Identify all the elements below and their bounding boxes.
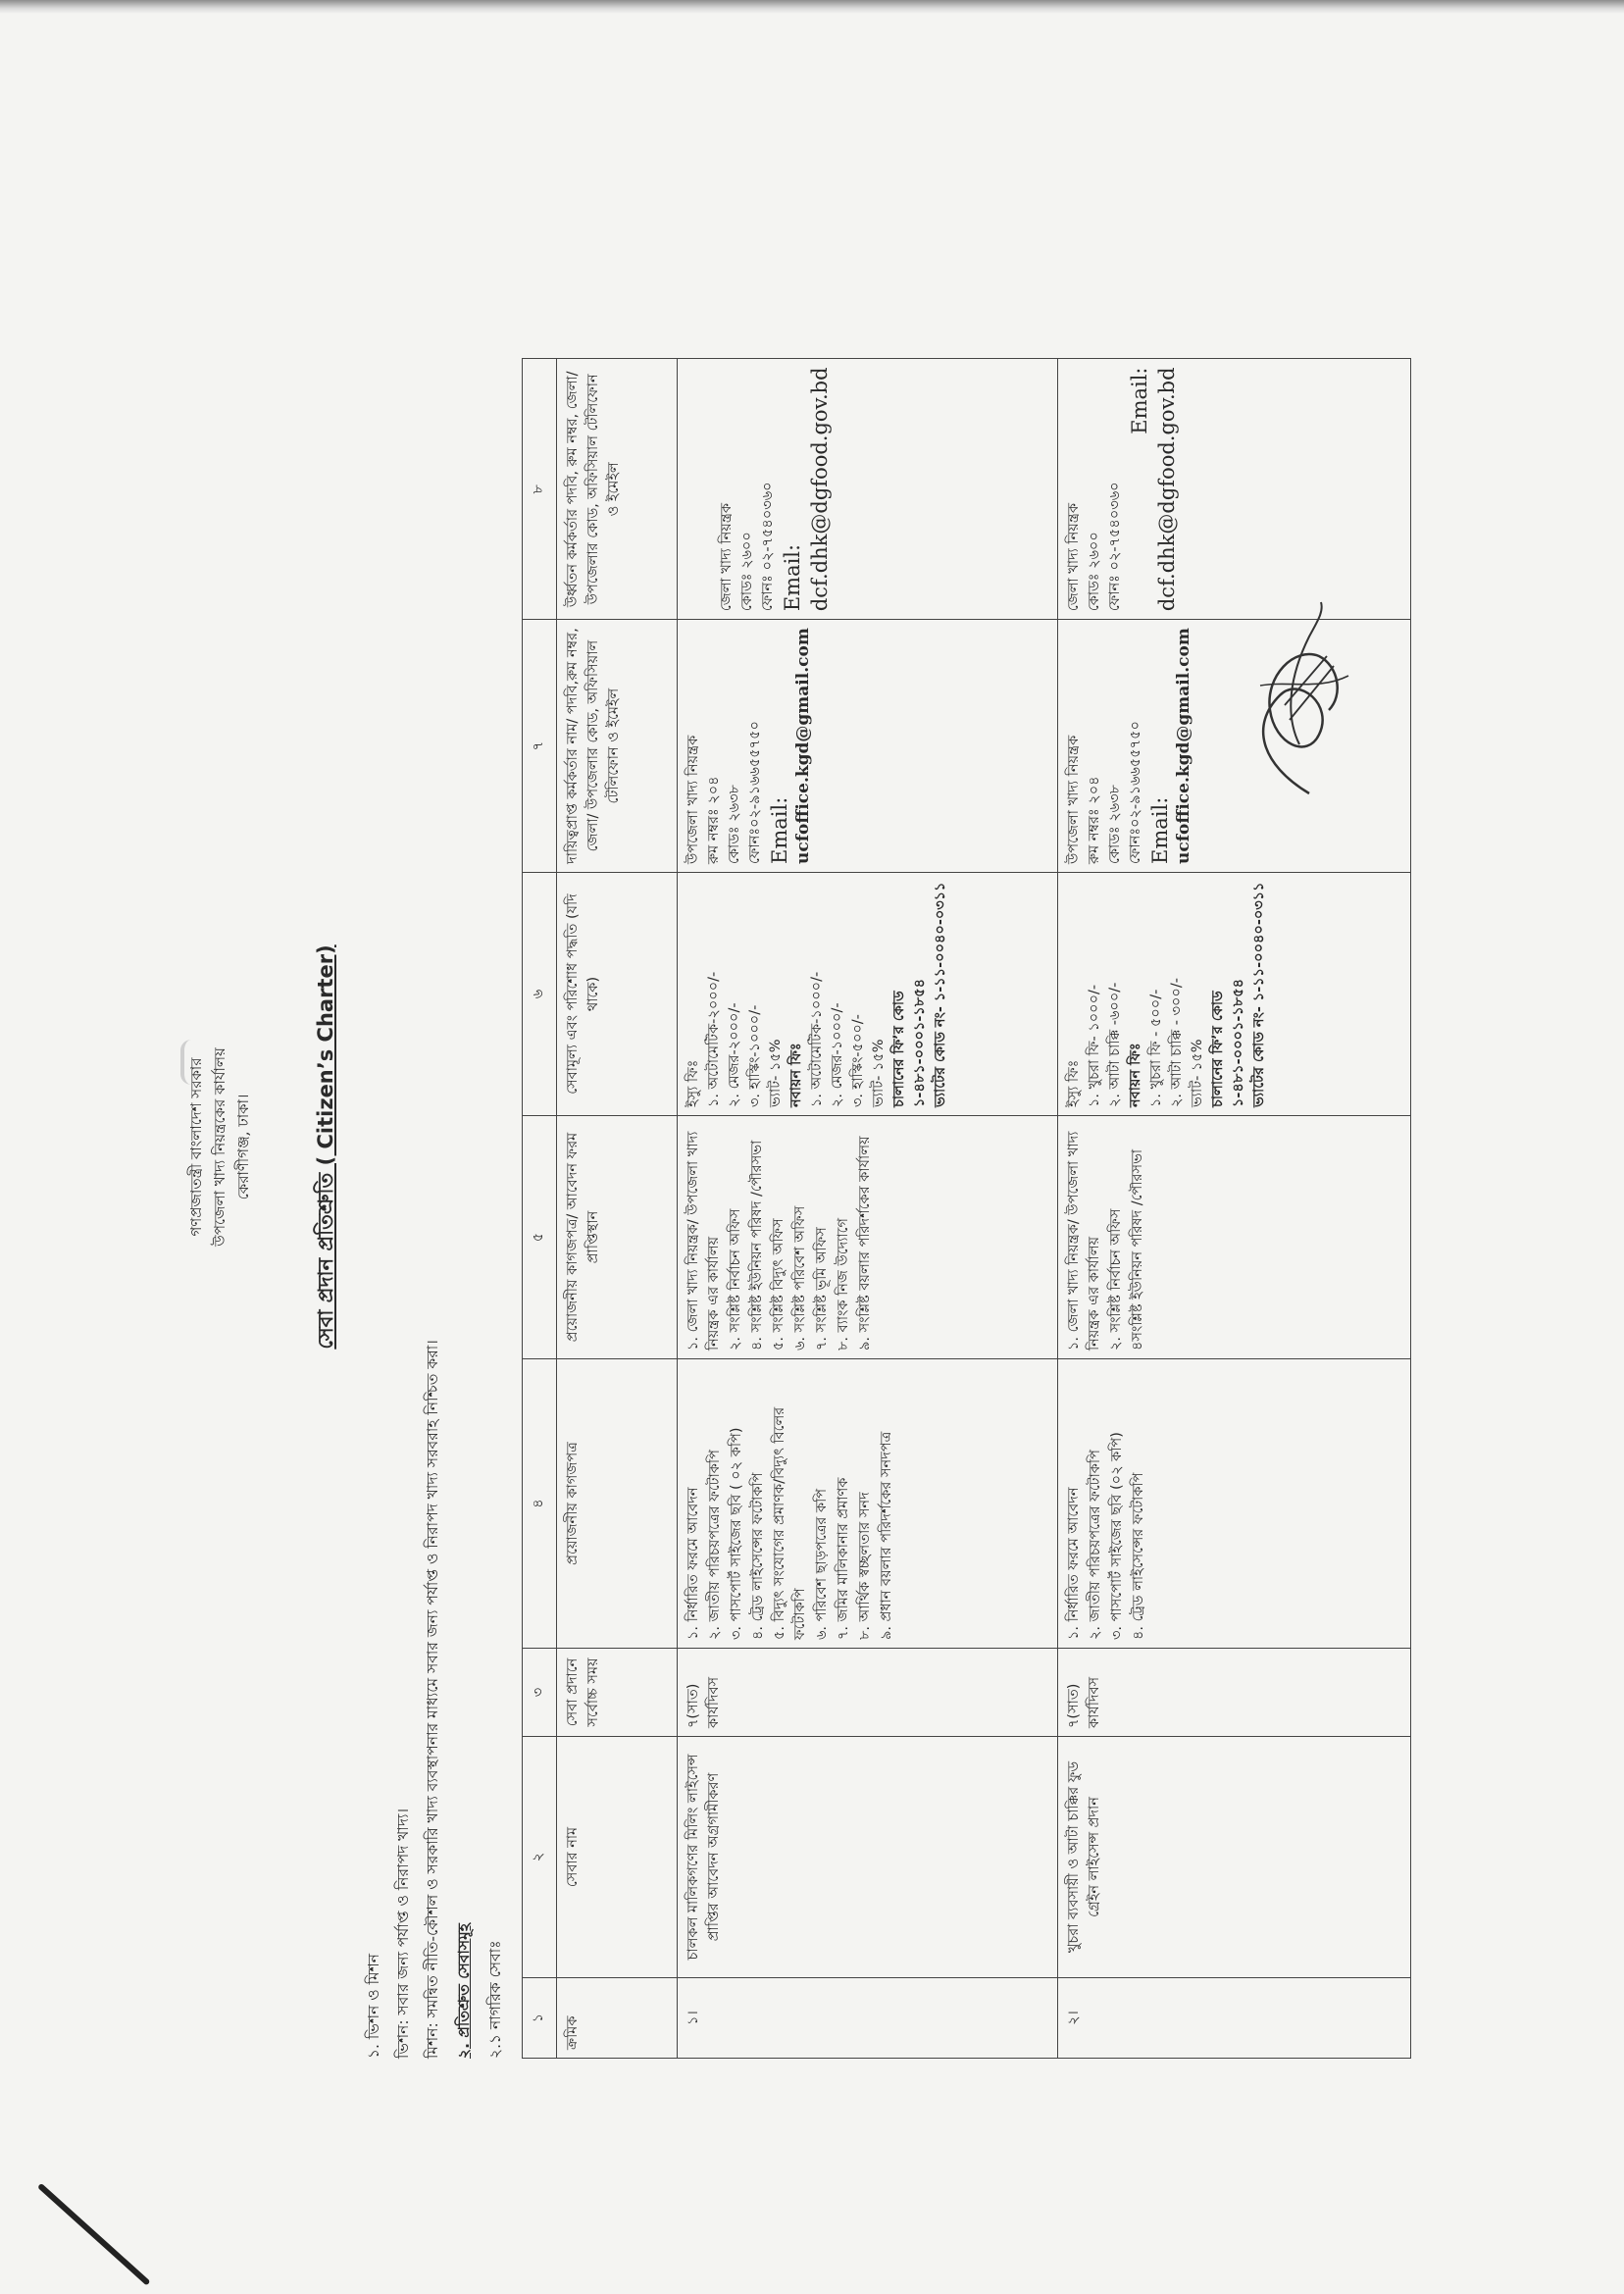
source-item: ১. জেলা খাদ্য নিয়ন্ত্রক/ উপজেলা খাদ্য নিয়ন্ত্রক এর কার্যালয় [1066, 1131, 1102, 1351]
column-number: ৩ [523, 1649, 557, 1737]
source-item: ৫. সংশ্লিষ্ট বিদ্যুৎ অফিস [771, 1218, 787, 1351]
fee-item: ১. অটোমেটিক-২০০০/- [706, 971, 722, 1107]
row-superior-officer [1058, 359, 1411, 620]
superior-phone: ফোনঃ ০২-৭৫৪০৩৬০ [1107, 482, 1123, 612]
officer-room: রুম নম্বরঃ ২০৪ [706, 776, 722, 864]
vat-code: ভ্যাটের কোড নং- ১-১১-০০৪০-০৩১১ [933, 882, 948, 1107]
citizen-services-heading: ২.১ নাগরিক সেবাঃ [486, 1940, 504, 2059]
source-item: ৮. ব্যাংক নিজ উদ্যোগে [836, 1218, 851, 1351]
officer-title: উপজেলা খাদ্য নিয়ন্ত্রক [685, 735, 701, 864]
header-max-time: সেবা প্রদানে সর্বোচ্চ সময় [557, 1649, 678, 1737]
document-item: ৪. ট্রেড লাইসেন্সের ফটোকপি [750, 1472, 766, 1640]
fee-item: ২. আটা চাক্কি - ৩০০/- [1169, 978, 1185, 1107]
column-number: ৬ [523, 873, 557, 1116]
row-documents [678, 1359, 1058, 1649]
header-government: গণপ্রজাতন্ত্রী বাংলাদেশ সরকার [187, 1057, 205, 1237]
fee-item: ১. খুচরা ফি- ১০০০/- [1087, 984, 1102, 1107]
table-header-row [557, 359, 678, 2059]
issue-fee-title: ইস্যু ফিঃ [1066, 1059, 1082, 1107]
row-serial: ১। [678, 1978, 1058, 2059]
row-document-sources [1058, 1116, 1411, 1359]
mission-text: মিশন: সমন্বিত নীতি-কৌশল ও সরকারি খাদ্য ব্যবস্থাপনার মাধ্যমে সবার জন্য পর্যাপ্ত ও নিরাপদ খাদ্য সরবরাহ নিশ্চিত করা। [424, 1340, 441, 2059]
fee-item: ১. খুচরা ফি - ৫০০/- [1148, 989, 1164, 1107]
source-item: ৪সংশ্লিষ্ট ইউনিয়ন পরিষদ /পৌরসভা [1130, 1148, 1145, 1351]
fee-item: ৩. হাস্কিং-৫০০/- [850, 1014, 866, 1107]
document-item: ২. জাতীয় পরিচয়পত্রের ফটোকপি [1088, 1450, 1103, 1640]
header-service-name: সেবার নাম [557, 1737, 678, 1978]
row-time: ৭(সাত) কার্যদিবস [678, 1649, 1058, 1737]
column-number-row [523, 359, 557, 2059]
header-responsible-officer: দায়িত্বপ্রাপ্ত কর্মকর্তার নাম/ পদবি,রুম নম্বর, জেলা/ উপজেলার কোড, অফিসিয়াল টেলিফোন ও ইমেইল [557, 620, 678, 873]
row-service-name: খুচরা ব্যবসায়ী ও আটা চাক্কির ফুড গ্রেইন লাইসেন্স প্রদান [1058, 1737, 1411, 1978]
fee-item: ১. অটোমেটিক-১০০০/- [809, 971, 825, 1107]
header-documents: প্রয়োজনীয় কাগজপত্র [557, 1359, 678, 1649]
fee-item: ভ্যাট- ১৫% [871, 1039, 887, 1107]
header-office: উপজেলা খাদ্য নিয়ন্ত্রকের কার্যালয় [211, 1047, 228, 1247]
document-item: ১. নির্ধারিত ফরমে আবেদন [685, 1487, 701, 1640]
superior-phone: ফোনঃ ০২-৭৫৪০৩৬০ [760, 482, 776, 612]
column-number: ৭ [523, 620, 557, 873]
column-number: ৮ [523, 359, 557, 620]
source-item: ২. সংশ্লিষ্ট নির্বাচন অফিস [1108, 1208, 1124, 1351]
row-fees [1058, 873, 1411, 1116]
table-row [678, 359, 1058, 2059]
issue-fee-title: ইস্যু ফিঃ [685, 1059, 701, 1107]
charter-title: সেবা প্রদান প্রতিশ্রুতি ( Citizen’s Charter) [314, 944, 337, 1350]
column-number: ৪ [523, 1359, 557, 1649]
row-document-sources [678, 1116, 1058, 1359]
document-item: ৩. পাসপোর্ট সাইজের ছবি (০২ কপি) [1109, 1432, 1125, 1640]
superior-email: dcf.dhk@dgfood.gov.bd [808, 367, 832, 612]
officer-email-label: Email: [768, 796, 791, 864]
superior-code: কোডঃ ২৬০০ [1087, 532, 1102, 612]
superior-email: dcf.dhk@dgfood.gov.bd [1155, 367, 1179, 612]
fee-item: ২. আটা চাক্কি -৬০০/- [1107, 982, 1123, 1107]
officer-phone: ফোনঃ০২-৯১৬৬৫৫৭৫০ [1128, 721, 1143, 864]
source-item: ৭. সংশ্লিষ্ট ভূমি অফিস [814, 1227, 830, 1351]
column-number: ১ [523, 1978, 557, 2059]
officer-email: ucfoffice.kgd@gmail.com [1174, 628, 1193, 864]
office-header [184, 0, 255, 2294]
fee-item: ভ্যাট- ১৫% [1190, 1039, 1205, 1107]
column-number: ২ [523, 1737, 557, 1978]
superior-email-label: Email: [781, 543, 804, 612]
challan-fee-code: চালানের ফি’র কোড ১-৪৮১-০০০১-১৮৫৪ [1210, 978, 1246, 1107]
officer-code: কোডঃ ২৬৩৮ [727, 785, 742, 864]
header-fees: সেবামূল্য এবং পরিশোধ পদ্ধতি (যদি থাকে) [557, 873, 678, 1116]
superior-email-label: Email: [1128, 367, 1151, 434]
row-time: ৭(সাত) কার্যদিবস [1058, 1649, 1411, 1737]
officer-phone: ফোনঃ০২-৯১৬৬৫৫৭৫০ [747, 721, 763, 864]
fee-item: ২. মেজর-১০০০/- [830, 1002, 845, 1107]
fee-item: ২. মেজর-২০০০/- [727, 1002, 742, 1107]
row-responsible-officer [678, 620, 1058, 873]
vision-mission-heading: ১. ভিশন ও মিশন [365, 1953, 382, 2059]
row-service-name: চালকল মালিকগণের মিলিং লাইসেন্স প্রাপ্তির আবেদন অগ্রগামীকরণ [678, 1737, 1058, 1978]
source-item: ২. সংশ্লিষ্ট নির্বাচন অফিস [728, 1208, 743, 1351]
superior-title: জেলা খাদ্য নিয়ন্ত্রক [719, 502, 735, 612]
source-item: ৬. সংশ্লিষ্ট পরিবেশ অফিস [792, 1205, 808, 1351]
header-serial: ক্রমিক [557, 1978, 678, 2059]
vat-code: ভ্যাটের কোড নং- ১-১১-০০৪০-০৩১১ [1251, 882, 1267, 1107]
row-fees [678, 873, 1058, 1116]
source-item: ৯. সংশ্লিষ্ট বয়লার পরিদর্শকের কার্যালয় [857, 1136, 873, 1351]
document-item: ১. নির্ধারিত ফরমে আবেদন [1066, 1487, 1082, 1640]
challan-fee-code: চালানের ফি’র কোড ১-৪৮১-০০০১-১৮৫৪ [891, 978, 928, 1107]
officer-room: রুম নম্বরঃ ২০৪ [1087, 776, 1102, 864]
handwritten-signature [1241, 597, 1358, 803]
source-item: ৪. সংশ্লিষ্ট ইউনিয়ন পরিষদ /পৌরসভা [749, 1140, 765, 1351]
fee-item: ভ্যাট- ১৫% [768, 1039, 784, 1107]
document-item: ৭. জমির মালিকানার প্রমাণক [836, 1477, 851, 1640]
source-item: ১. জেলা খাদ্য নিয়ন্ত্রক/ উপজেলা খাদ্য নিয়ন্ত্রক এর কার্যালয় [685, 1131, 722, 1351]
row-serial: ২। [1058, 1978, 1411, 2059]
column-number: ৫ [523, 1116, 557, 1359]
fee-item: ৩. হাস্কিং-১০০০/- [747, 1004, 763, 1107]
row-superior-officer [678, 359, 1058, 620]
header-document-source: প্রয়োজনীয় কাগজপত্র/ আবেদন ফরম প্রাপ্তিস্থান [557, 1116, 678, 1359]
document-item: ৩. পাসপোর্ট সাইজের ছবি ( ০২ কপি) [729, 1427, 744, 1640]
officer-email: ucfoffice.kgd@gmail.com [793, 628, 813, 864]
renew-fee-title: নবায়ন ফিঃ [788, 1043, 804, 1107]
document-item: ২. জাতীয় পরিচয়পত্রের ফটোকপি [707, 1450, 723, 1640]
renew-fee-title: নবায়ন ফিঃ [1128, 1043, 1143, 1107]
superior-title: জেলা খাদ্য নিয়ন্ত্রক [1066, 502, 1082, 612]
document-item: ৪. ট্রেড লাইসেন্সের ফটোকপি [1131, 1472, 1146, 1640]
officer-title: উপজেলা খাদ্য নিয়ন্ত্রক [1066, 735, 1082, 864]
row-documents [1058, 1359, 1411, 1649]
vision-text: ভিশন: সবার জন্য পর্যাপ্ত ও নিরাপদ খাদ্য। [394, 1808, 412, 2059]
officer-code: কোডঃ ২৬৩৮ [1107, 785, 1123, 864]
services-heading: ২. প্রতিশ্রুত সেবাসমূহ [455, 1923, 473, 2059]
document-item: ৫. বিদ্যুৎ সংযোগের প্রমাণক/বিদ্যুৎ বিলের ফটোকপি [772, 1406, 808, 1640]
officer-email-label: Email: [1148, 796, 1172, 864]
document-item: ৮. আর্থিক স্বচ্ছলতার সনদ [857, 1492, 873, 1640]
header-superior-officer: উর্ধ্বতন কর্মকর্তার পদবি, রুম নম্বর, জেলা/উপজেলার কোড, অফিসিয়াল টেলিফোন ও ইমেইল [557, 359, 678, 620]
header-location: কেরাণীগঞ্জ, ঢাকা। [234, 1094, 252, 1200]
document-item: ৯. প্রধান বয়লার পরিদর্শকের সনদপত্র [879, 1431, 894, 1640]
document-item: ৬. পরিবেশ ছাড়পত্রের কপি [814, 1488, 830, 1640]
superior-code: কোডঃ ২৬০০ [739, 532, 755, 612]
